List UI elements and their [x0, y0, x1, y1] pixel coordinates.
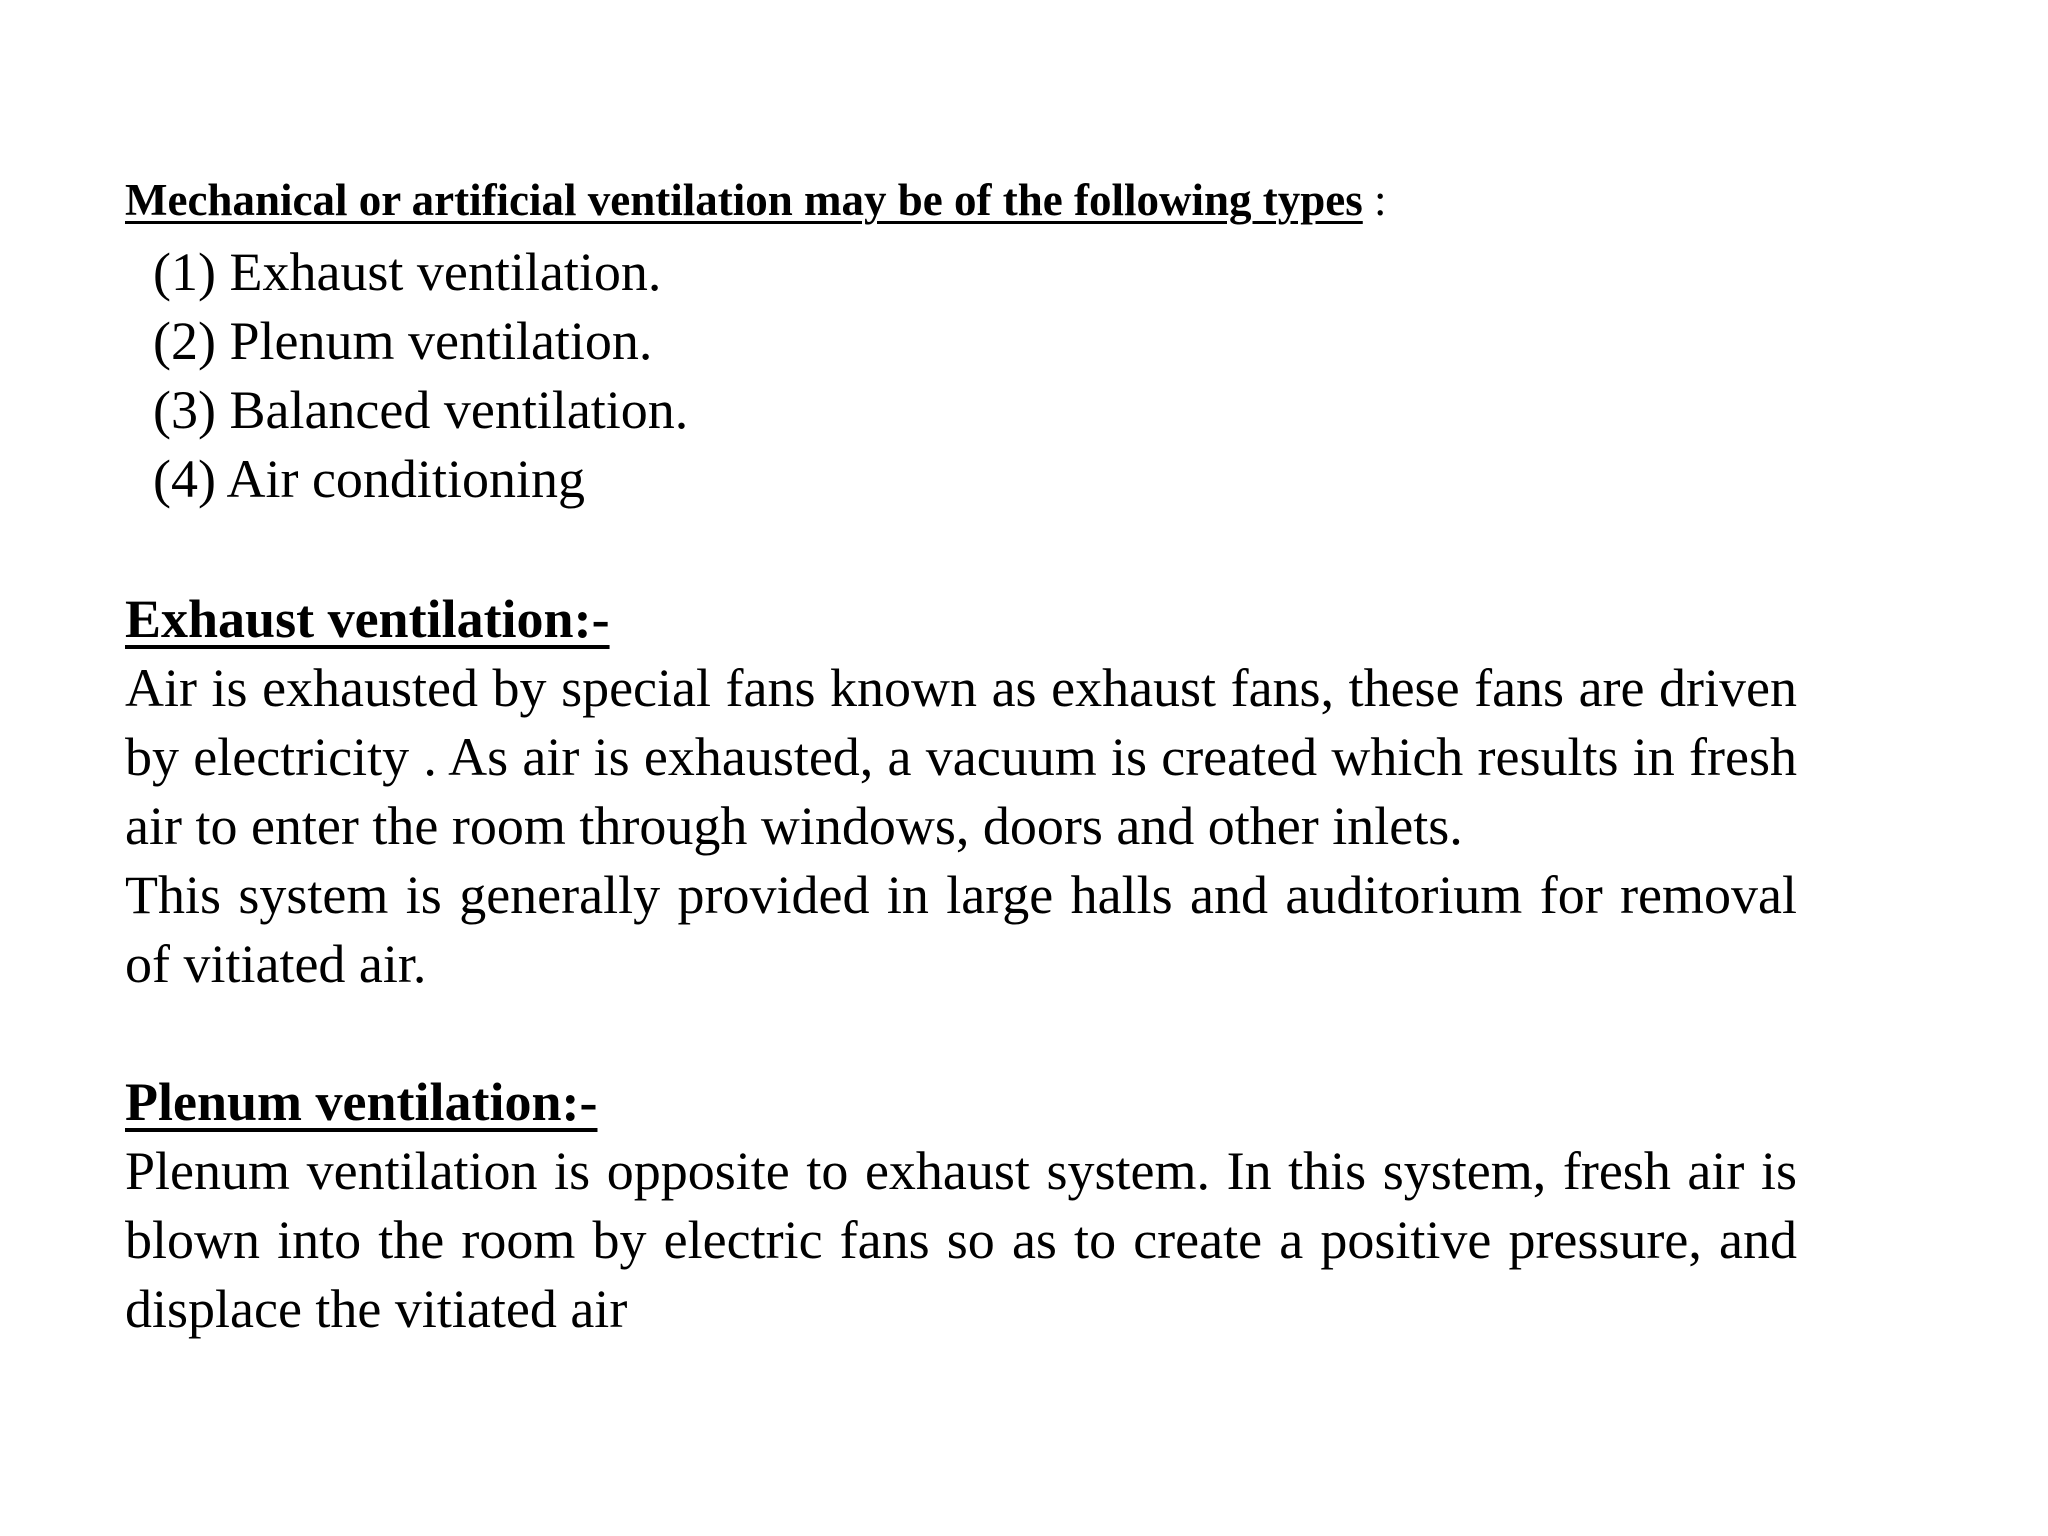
plenum-section	[125, 1068, 1797, 1344]
list-item: (3) Balanced ventilation.	[153, 380, 689, 440]
intro-suffix: :	[1362, 175, 1387, 225]
list-item: (2) Plenum ventilation.	[153, 311, 653, 371]
exhaust-paragraph-1: Air is exhausted by special fans known as exhaust fans, these fans are driven by electricity . As air is exhausted, a vacuum is created which results in fresh air to enter the room through windows, doors and other inlets.	[125, 658, 1797, 856]
intro-line	[125, 170, 1797, 230]
intro-lead: Mechanical or artificial ventilation may be of the following types	[125, 175, 1363, 225]
plenum-heading: Plenum ventilation:-	[125, 1072, 598, 1132]
ventilation-types-list	[125, 238, 1797, 514]
exhaust-heading: Exhaust ventilation:-	[125, 589, 610, 649]
list-item: (4) Air conditioning	[153, 449, 585, 509]
slide-content	[125, 170, 1797, 1344]
list-item: (1) Exhaust ventilation.	[153, 242, 662, 302]
exhaust-section	[125, 585, 1797, 999]
exhaust-paragraph-2: This system is generally provided in large halls and auditorium for removal of vitiated air.	[125, 865, 1797, 994]
plenum-paragraph-1: Plenum ventilation is opposite to exhaust system. In this system, fresh air is blown into the room by electric fans so as to create a positive pressure, and displace the vitiated air	[125, 1141, 1797, 1339]
